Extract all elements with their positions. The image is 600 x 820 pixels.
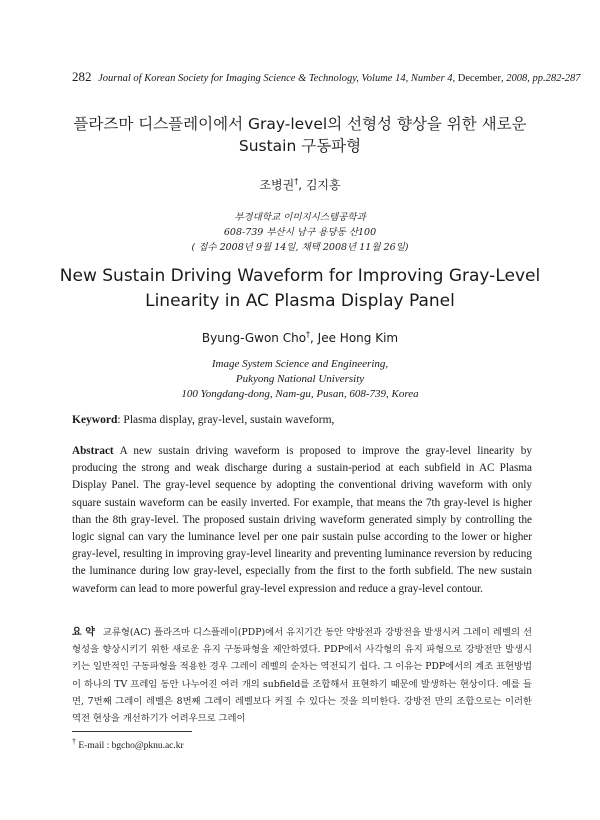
keyword-text: : Plasma display, gray-level, sustain waveform, <box>117 414 335 426</box>
english-affiliation-line: Pukyong National University <box>235 373 365 385</box>
english-title-line1: New Sustain Driving Waveform for Improving Gray-Level <box>59 266 541 286</box>
korean-affiliation-line: 부경대학교 이미지시스템공학과 <box>234 212 366 223</box>
corresponding-mark: † <box>294 177 299 186</box>
footnote-email: E-mail : bgcho@pknu.ac.kr <box>76 741 184 752</box>
corresponding-mark: † <box>306 330 311 339</box>
english-title-line2: Linearity in AC Plasma Display Panel <box>145 291 455 311</box>
english-affiliation-line: 100 Yongdang-dong, Nam-gu, Pusan, 608-739, Korea <box>181 388 419 400</box>
korean-affiliation-line: 608-739 부산시 남구 용당동 산100 <box>223 227 377 238</box>
issue-pages: 2008, pp.282-287 <box>506 73 581 84</box>
korean-author2: , 김지홍 <box>298 178 341 192</box>
korean-abstract-label: 요 약 <box>72 627 95 638</box>
korean-title-line1: 플라즈마 디스플레이에서 Gray-level의 선형성 향상을 위한 새로운 <box>73 115 527 133</box>
english-abstract <box>72 443 532 598</box>
keywords <box>72 414 532 426</box>
issue-month: December <box>457 73 501 84</box>
korean-title-line2: Sustain 구동파형 <box>238 137 362 155</box>
korean-affiliation <box>0 210 600 255</box>
footnote-divider <box>72 731 192 732</box>
korean-authors <box>0 176 600 193</box>
korean-abstract-text: 교류형(AC) 플라즈마 디스플레이(PDP)에서 유지기간 동안 약방전과 강방전을 발생시켜 그레이 레벨의 선형성을 향상시키기 위한 새로운 유지 구동파형을 제안하였다. PDP에서 사각형의 유지 파형으로 강방전만 발생시키는 일반적인 구동파형을 적용한 경우 그레이 레벨의 순차는 역전되기 쉽다. 그 이유는 PDP에서의 계조 표현방법이 하나의 TV 프레임 동안 나누어진 여러 개의 subfield를 조합해서 표현하기 때문에 발생하는 현상이다. 예를 들면, 7번째 그레이 레벨은 8번째 그레이 레벨보다 커질 수 있다는 것을 의미한다. 강방전 만의 조합으로는 이러한 역전 현상을 개선하기가 어려우므로 그레이 <box>72 627 532 725</box>
running-header: 282 Journal of Korean Society for Imaging Science & Technology, Volume 14, Number 4, December, 2008, pp.282-287 <box>72 69 581 84</box>
english-author2: , Jee Hong Kim <box>310 331 399 345</box>
footnote <box>72 737 184 751</box>
korean-title <box>0 113 600 157</box>
page-number: 282 <box>72 69 92 84</box>
keyword-label: Keyword <box>72 414 118 426</box>
abstract-label: Abstract <box>72 445 114 457</box>
korean-author1: 조병권 <box>259 178 295 192</box>
abstract-text: A new sustain driving waveform is proposed to improve the gray-level linearity by producing the strong and weak discharge during a sustain-period at each subfield in AC Plasma Display Panel. The gray-level sequence by adopting the conventional driving waveform with only square sustain waveform can be easily inverted. For example, that means the 7th gray-level is higher than the 8th gray-level. The proposed sustain driving waveform generated simply by controlling the logic signal can vary the luminance level per one pair sustain pulse according to the lower or higher gray-level, resulting in improving gray-level linearity and preventing luminance reversion by reducing the luminance during low gray-level, especially from the first to the forth subfield. The new sustain waveform can lead to more powerful gray-level expression and reduce a gray-level contour. <box>72 445 532 595</box>
journal-citation: Journal of Korean Society for Imaging Science & Technology, Volume 14, Number 4, <box>98 73 456 84</box>
received-accepted-dates: ( 접수 2008년 9월 14일, 채택 2008년 11월 26일) <box>191 242 409 253</box>
korean-abstract <box>72 624 532 727</box>
english-authors <box>0 330 600 345</box>
english-affiliation <box>0 357 600 402</box>
english-author1: Byung-Gwon Cho <box>201 331 307 345</box>
english-affiliation-line: Image System Science and Engineering, <box>211 358 389 370</box>
footnote-mark: † <box>72 737 76 746</box>
english-title <box>0 264 600 314</box>
